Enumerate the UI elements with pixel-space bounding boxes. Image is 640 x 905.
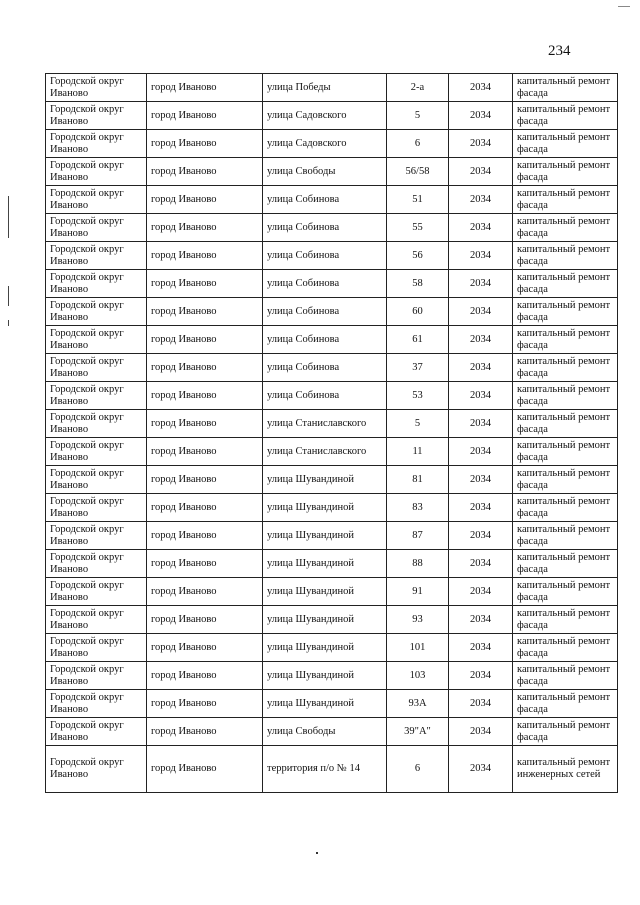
cell-work-type: капитальный ремонт фасада [513, 298, 618, 326]
table-row [46, 718, 618, 746]
cell-street: улица Станиславского [263, 438, 387, 466]
table-row [46, 550, 618, 578]
table-row [46, 186, 618, 214]
cell-district: Городской округ Иваново [46, 718, 147, 746]
cell-street: улица Шувандиной [263, 522, 387, 550]
cell-city: город Иваново [147, 186, 263, 214]
cell-work-type: капитальный ремонт фасада [513, 242, 618, 270]
cell-street: улица Собинова [263, 298, 387, 326]
cell-district: Городской округ Иваново [46, 382, 147, 410]
cell-district: Городской округ Иваново [46, 606, 147, 634]
cell-district: Городской округ Иваново [46, 186, 147, 214]
cell-year: 2034 [449, 550, 513, 578]
page-number: 234 [548, 43, 571, 59]
cell-work-type: капитальный ремонт фасада [513, 438, 618, 466]
cell-house-number: 5 [387, 102, 449, 130]
cell-city: город Иваново [147, 578, 263, 606]
cell-work-type: капитальный ремонт фасада [513, 410, 618, 438]
cell-district: Городской округ Иваново [46, 214, 147, 242]
cell-year: 2034 [449, 466, 513, 494]
cell-city: город Иваново [147, 410, 263, 438]
cell-house-number: 61 [387, 326, 449, 354]
cell-city: город Иваново [147, 606, 263, 634]
table-row [46, 354, 618, 382]
cell-city: город Иваново [147, 746, 263, 793]
cell-house-number: 58 [387, 270, 449, 298]
cell-city: город Иваново [147, 550, 263, 578]
scan-mark [618, 6, 630, 7]
cell-city: город Иваново [147, 522, 263, 550]
cell-district: Городской округ Иваново [46, 550, 147, 578]
cell-street: улица Станиславского [263, 410, 387, 438]
cell-work-type: капитальный ремонт фасада [513, 634, 618, 662]
cell-house-number: 93 [387, 606, 449, 634]
cell-city: город Иваново [147, 494, 263, 522]
cell-house-number: 6 [387, 746, 449, 793]
cell-district: Городской округ Иваново [46, 298, 147, 326]
cell-city: город Иваново [147, 466, 263, 494]
cell-district: Городской округ Иваново [46, 270, 147, 298]
cell-work-type: капитальный ремонт фасада [513, 214, 618, 242]
cell-street: улица Победы [263, 74, 387, 102]
cell-house-number: 60 [387, 298, 449, 326]
table-row [46, 382, 618, 410]
cell-year: 2034 [449, 242, 513, 270]
cell-street: улица Свободы [263, 158, 387, 186]
cell-work-type: капитальный ремонт фасада [513, 522, 618, 550]
margin-mark [8, 286, 9, 306]
cell-work-type: капитальный ремонт фасада [513, 74, 618, 102]
cell-district: Городской округ Иваново [46, 746, 147, 793]
cell-year: 2034 [449, 662, 513, 690]
table-row [46, 466, 618, 494]
cell-house-number: 37 [387, 354, 449, 382]
cell-city: город Иваново [147, 102, 263, 130]
cell-house-number: 56 [387, 242, 449, 270]
cell-street: улица Шувандиной [263, 494, 387, 522]
cell-house-number: 5 [387, 410, 449, 438]
cell-city: город Иваново [147, 718, 263, 746]
cell-city: город Иваново [147, 214, 263, 242]
cell-house-number: 83 [387, 494, 449, 522]
cell-city: город Иваново [147, 74, 263, 102]
cell-district: Городской округ Иваново [46, 494, 147, 522]
cell-house-number: 51 [387, 186, 449, 214]
cell-street: улица Свободы [263, 718, 387, 746]
cell-street: улица Шувандиной [263, 690, 387, 718]
table-row [46, 158, 618, 186]
cell-work-type: капитальный ремонт фасада [513, 326, 618, 354]
cell-district: Городской округ Иваново [46, 410, 147, 438]
cell-year: 2034 [449, 410, 513, 438]
cell-house-number: 55 [387, 214, 449, 242]
cell-district: Городской округ Иваново [46, 438, 147, 466]
cell-street: территория п/о № 14 [263, 746, 387, 793]
cell-city: город Иваново [147, 270, 263, 298]
cell-work-type: капитальный ремонт фасада [513, 466, 618, 494]
cell-district: Городской округ Иваново [46, 578, 147, 606]
table-row [46, 102, 618, 130]
cell-street: улица Собинова [263, 214, 387, 242]
cell-street: улица Садовского [263, 130, 387, 158]
cell-year: 2034 [449, 382, 513, 410]
cell-district: Городской округ Иваново [46, 690, 147, 718]
cell-city: город Иваново [147, 326, 263, 354]
cell-house-number: 101 [387, 634, 449, 662]
cell-work-type: капитальный ремонт фасада [513, 578, 618, 606]
cell-street: улица Собинова [263, 270, 387, 298]
cell-house-number: 91 [387, 578, 449, 606]
cell-work-type: капитальный ремонт фасада [513, 382, 618, 410]
cell-year: 2034 [449, 718, 513, 746]
cell-street: улица Собинова [263, 354, 387, 382]
cell-street: улица Шувандиной [263, 578, 387, 606]
table-row [46, 606, 618, 634]
register-body [46, 74, 618, 793]
cell-district: Городской округ Иваново [46, 662, 147, 690]
cell-work-type: капитальный ремонт фасада [513, 158, 618, 186]
table-row [46, 438, 618, 466]
table-row [46, 410, 618, 438]
cell-work-type: капитальный ремонт фасада [513, 494, 618, 522]
table-row [46, 214, 618, 242]
cell-work-type: капитальный ремонт фасада [513, 186, 618, 214]
cell-house-number: 6 [387, 130, 449, 158]
cell-street: улица Шувандиной [263, 634, 387, 662]
cell-year: 2034 [449, 102, 513, 130]
margin-mark [8, 196, 9, 238]
cell-year: 2034 [449, 130, 513, 158]
cell-city: город Иваново [147, 354, 263, 382]
cell-year: 2034 [449, 214, 513, 242]
cell-house-number: 2-а [387, 74, 449, 102]
cell-district: Городской округ Иваново [46, 74, 147, 102]
cell-district: Городской округ Иваново [46, 130, 147, 158]
cell-year: 2034 [449, 186, 513, 214]
cell-year: 2034 [449, 606, 513, 634]
cell-work-type: капитальный ремонт инженерных сетей [513, 746, 618, 793]
cell-year: 2034 [449, 438, 513, 466]
cell-street: улица Собинова [263, 382, 387, 410]
cell-city: город Иваново [147, 130, 263, 158]
cell-district: Городской округ Иваново [46, 354, 147, 382]
cell-house-number: 53 [387, 382, 449, 410]
cell-house-number: 87 [387, 522, 449, 550]
table-row [46, 130, 618, 158]
cell-street: улица Шувандиной [263, 662, 387, 690]
cell-year: 2034 [449, 326, 513, 354]
cell-city: город Иваново [147, 298, 263, 326]
cell-house-number: 88 [387, 550, 449, 578]
table-row [46, 690, 618, 718]
cell-street: улица Собинова [263, 326, 387, 354]
scan-dot [316, 852, 318, 854]
cell-house-number: 81 [387, 466, 449, 494]
cell-district: Городской округ Иваново [46, 102, 147, 130]
cell-house-number: 93А [387, 690, 449, 718]
cell-year: 2034 [449, 494, 513, 522]
cell-district: Городской округ Иваново [46, 634, 147, 662]
cell-house-number: 56/58 [387, 158, 449, 186]
table-row [46, 522, 618, 550]
table-row [46, 298, 618, 326]
cell-year: 2034 [449, 158, 513, 186]
cell-work-type: капитальный ремонт фасада [513, 550, 618, 578]
cell-year: 2034 [449, 298, 513, 326]
cell-city: город Иваново [147, 634, 263, 662]
table-row [46, 270, 618, 298]
cell-city: город Иваново [147, 662, 263, 690]
cell-city: город Иваново [147, 382, 263, 410]
table-row [46, 326, 618, 354]
cell-city: город Иваново [147, 242, 263, 270]
table-row [46, 242, 618, 270]
cell-year: 2034 [449, 746, 513, 793]
cell-work-type: капитальный ремонт фасада [513, 718, 618, 746]
cell-work-type: капитальный ремонт фасада [513, 606, 618, 634]
cell-district: Городской округ Иваново [46, 466, 147, 494]
margin-mark [8, 320, 9, 326]
cell-street: улица Собинова [263, 186, 387, 214]
cell-city: город Иваново [147, 690, 263, 718]
table-row [46, 662, 618, 690]
table-row [46, 634, 618, 662]
cell-work-type: капитальный ремонт фасада [513, 270, 618, 298]
cell-year: 2034 [449, 522, 513, 550]
repair-register-table [45, 73, 618, 793]
table-row [46, 74, 618, 102]
cell-district: Городской округ Иваново [46, 522, 147, 550]
cell-street: улица Шувандиной [263, 466, 387, 494]
cell-city: город Иваново [147, 158, 263, 186]
cell-city: город Иваново [147, 438, 263, 466]
cell-district: Городской округ Иваново [46, 242, 147, 270]
cell-year: 2034 [449, 270, 513, 298]
cell-street: улица Шувандиной [263, 606, 387, 634]
cell-street: улица Шувандиной [263, 550, 387, 578]
cell-work-type: капитальный ремонт фасада [513, 662, 618, 690]
cell-street: улица Собинова [263, 242, 387, 270]
cell-district: Городской округ Иваново [46, 326, 147, 354]
cell-year: 2034 [449, 690, 513, 718]
cell-year: 2034 [449, 74, 513, 102]
cell-work-type: капитальный ремонт фасада [513, 130, 618, 158]
cell-work-type: капитальный ремонт фасада [513, 354, 618, 382]
cell-house-number: 11 [387, 438, 449, 466]
cell-work-type: капитальный ремонт фасада [513, 690, 618, 718]
table-row [46, 746, 618, 793]
cell-year: 2034 [449, 354, 513, 382]
cell-work-type: капитальный ремонт фасада [513, 102, 618, 130]
cell-house-number: 39"А" [387, 718, 449, 746]
table-row [46, 494, 618, 522]
table-row [46, 578, 618, 606]
cell-year: 2034 [449, 634, 513, 662]
cell-district: Городской округ Иваново [46, 158, 147, 186]
cell-house-number: 103 [387, 662, 449, 690]
cell-year: 2034 [449, 578, 513, 606]
cell-street: улица Садовского [263, 102, 387, 130]
